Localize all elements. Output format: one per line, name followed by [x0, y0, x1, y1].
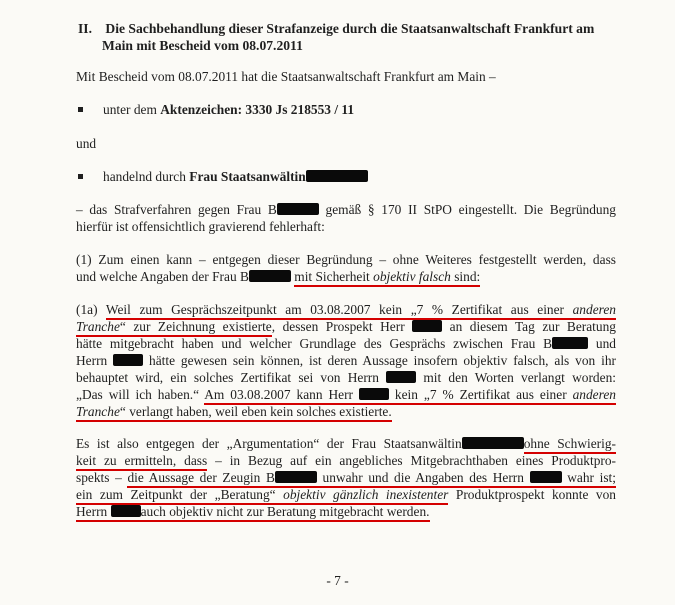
bullet-aktenzeichen: unter dem Aktenzeichen: 3330 Js 218553 / 11 — [78, 102, 618, 118]
underlined-text: Tranche“ verlangt haben, weil eben kein solches existierte. — [76, 404, 392, 422]
aktenzeichen: Aktenzeichen: 3330 Js 218553 / 11 — [160, 102, 355, 117]
p2-line1: (1) Zum einen kann – entgegen dieser Begründung – ohne Weiteres festgestellt werden, dass — [76, 252, 616, 267]
underlined-text: die Aussage der Zeugin B unwahr und die Angaben des Herrn wahr ist; — [127, 470, 616, 488]
underlined-text: mit Sicherheit objektiv falsch sind: — [294, 269, 480, 287]
section-heading — [78, 20, 594, 37]
redaction-box — [249, 270, 291, 282]
p2-line2: und welche Angaben der Frau B mit Sicherheit objektiv falsch sind: — [76, 269, 616, 285]
p1-line2: hierfür ist offensichtlich gravierend fehlerhaft: — [76, 219, 325, 234]
redaction-box — [306, 170, 368, 182]
intro-line: Mit Bescheid vom 08.07.2011 hat die Staatsanwaltschaft Frankfurt am Main – — [76, 69, 496, 84]
p4-line1: Es ist also entgegen der „Argumentation“ der Frau Staatsanwältin ohne Schwierig- — [76, 436, 616, 452]
p3-line3: hätte mitgebracht haben und welcher Grundlage des Gesprächs zwischen Frau B und — [76, 336, 617, 351]
p3-line7 — [76, 404, 616, 420]
redaction-box — [113, 354, 143, 366]
p4-line5 — [76, 504, 616, 520]
underlined-text: ohne Schwierig- — [524, 436, 616, 454]
underlined-text: ein zum Zeitpunkt der „Beratung“ objektiv gänzlich inexistenter — [76, 487, 448, 505]
redaction-box — [552, 337, 588, 349]
p3-line4: Herrn hätte gewesen sein können, ist deren Aussage insofern objektiv falsch, als von ihr — [76, 353, 616, 368]
section-title-line1: Die Sachbehandlung dieser Strafanzeige durch die Staatsanwaltschaft Frankfurt am — [105, 21, 595, 36]
p4-line3: spekts – die Aussage der Zeugin B unwahr und die Angaben des Herrn wahr ist; — [76, 470, 616, 486]
p1-line1: – das Strafverfahren gegen Frau B gemäß § 170 II StPO eingestellt. Die Begründung — [76, 202, 616, 217]
underlined-text: Herrn auch objektiv nicht zur Beratung mitgebracht werden. — [76, 504, 430, 522]
redaction-box — [530, 471, 562, 483]
section-number: II. — [78, 21, 92, 36]
redaction-box — [275, 471, 317, 483]
redaction-box — [111, 505, 141, 517]
p3-line2: Tranche“ zur Zeichnung existierte, dessen Prospekt Herr an diesem Tag zur Beratung — [76, 319, 616, 335]
page-number: - 7 - — [326, 573, 349, 588]
redaction-box — [462, 437, 524, 449]
section-title-line2: Main mit Bescheid vom 08.07.2011 — [102, 38, 303, 53]
bullet-square-icon — [78, 174, 83, 179]
underlined-text: Weil zum Gesprächszeitpunkt am 03.08.2007 kein „7 % Zertifikat aus einer anderen — [106, 302, 616, 320]
p4-line2: keit zu ermitteln, dass – in Bezug auf ein angebliches Mitgebrachthaben eines Produktpro- — [76, 453, 616, 469]
redaction-box — [412, 320, 442, 332]
p3-line1: (1a) Weil zum Gesprächszeitpunkt am 03.08.2007 kein „7 % Zertifikat aus einer anderen — [76, 302, 616, 318]
bullet-square-icon — [78, 107, 83, 112]
p3-line5: behauptet wird, ein solches Zertifikat sei von Herrn mit den Worten verlangt worden: — [76, 370, 616, 385]
redaction-box — [359, 388, 389, 400]
underlined-text: keit zu ermitteln, dass — [76, 453, 207, 471]
redaction-box — [277, 203, 319, 215]
underlined-text: Am 03.08.2007 kann Herr kein „7 % Zertifikat aus einer anderen — [204, 387, 616, 405]
p4-line4: ein zum Zeitpunkt der „Beratung“ objektiv gänzlich inexistenter Produktprospekt konnte von — [76, 487, 616, 503]
p3-line6: „Das will ich haben.“ Am 03.08.2007 kann Herr kein „7 % Zertifikat aus einer anderen — [76, 387, 616, 403]
redaction-box — [386, 371, 416, 383]
bullet-staatsanwaeltin: handelnd durch Frau Staatsanwältin — [78, 169, 618, 185]
und-line: und — [76, 136, 97, 151]
underlined-text: Tranche“ zur Zeichnung existierte — [76, 319, 272, 337]
